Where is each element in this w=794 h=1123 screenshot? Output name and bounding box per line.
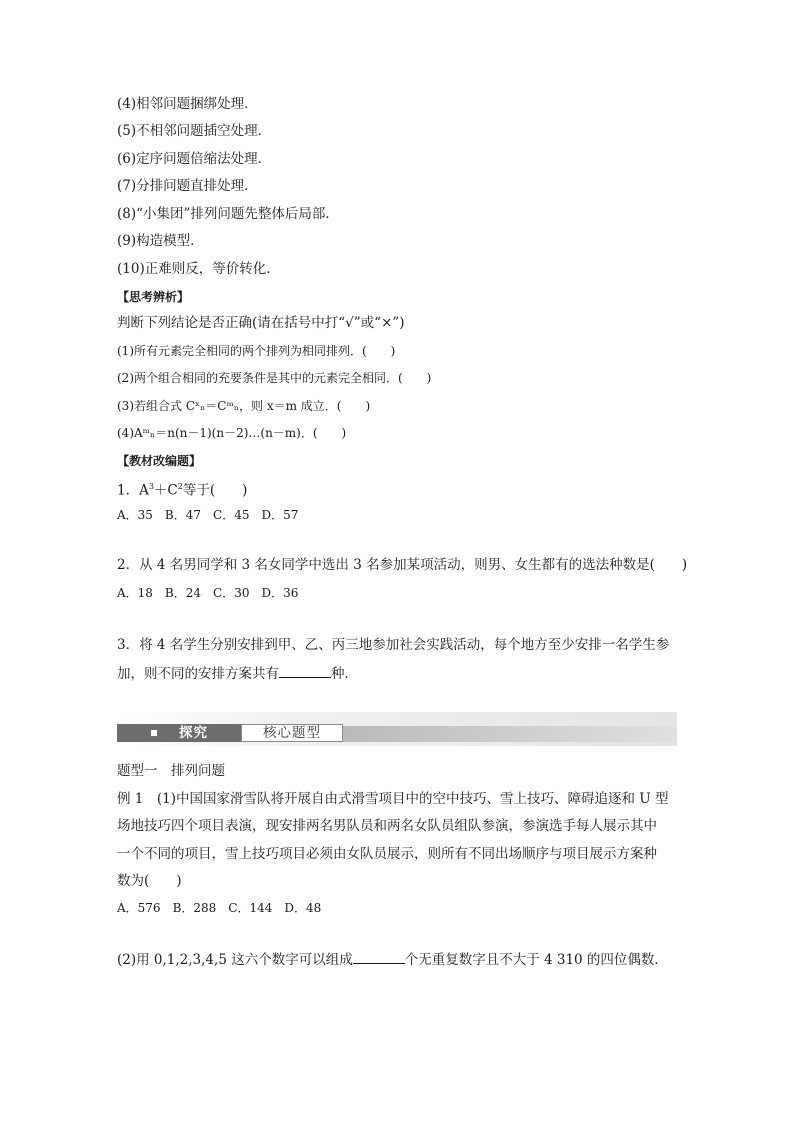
method-item: (10)正难则反，等价转化． <box>117 261 280 277</box>
banner-right-label: 核心题型 <box>241 724 343 742</box>
example-1-line: 场地技巧四个项目表演，现安排两名男队员和两名女队员组队参演，参演选手每人展示其中 <box>117 818 657 834</box>
method-item: (9)构造模型． <box>117 233 204 249</box>
textbook-question-1 <box>117 478 247 500</box>
q3-text: 加，则不同的安排方案共有 <box>117 666 279 682</box>
q1-part: 等于( ) <box>182 482 248 499</box>
square-bullet-icon <box>151 730 157 736</box>
think-item: (2)两个组合相同的充要条件是其中的元素完全相同．( ) <box>117 371 432 385</box>
q1-part: 1．A <box>117 482 149 499</box>
method-item: (8)“小集团”排列问题先整体后局部． <box>117 206 339 222</box>
banner-left-label <box>117 724 241 742</box>
ex2-text: (2)用 0,1,2,3,4,5 这六个数字可以组成 <box>117 952 353 968</box>
example-1-line: 例 1 (1)中国国家滑雪队将开展自由式滑雪项目中的空中技巧、雪上技巧、障碍追逐和 U 型 <box>117 791 669 807</box>
method-item: (4)相邻问题捆绑处理． <box>117 96 258 112</box>
method-item: (7)分排问题直排处理． <box>117 178 258 194</box>
think-item: (3)若组合式 Cˣₙ＝Cᵐₙ，则 x＝m 成立．( ) <box>117 399 371 413</box>
think-heading: 【思考辨析】 <box>117 290 190 304</box>
example-1-line: 数为( ) <box>117 873 182 889</box>
ex2-text: 个无重复数字且不大于 4 310 的四位偶数． <box>404 952 668 968</box>
textbook-question-2: 2．从 4 名男同学和 3 名女同学中选出 3 名参加某项活动，则男、女生都有的选法种数是( ) <box>117 557 688 573</box>
think-item: (4)Aᵐₙ＝n(n－1)(n－2)…(n－m)．( ) <box>117 426 347 440</box>
q1-part: ＋C <box>153 482 178 499</box>
q3-text: 种． <box>331 666 358 682</box>
textbook-heading: 【教材改编题】 <box>117 454 202 468</box>
textbook-question-1-options: A．35 B．47 C．45 D．57 <box>117 508 299 522</box>
example-1-part-2 <box>117 950 668 969</box>
answer-blank <box>353 950 405 964</box>
banner-left-text: 探究 <box>179 725 208 741</box>
q1-superscript: 2 <box>177 482 183 491</box>
think-instruction: 判断下列结论是否正确(请在括号中打“√”或“×”) <box>117 315 405 331</box>
example-1-options: A．576 B．288 C．144 D．48 <box>117 901 322 915</box>
section-banner <box>117 712 677 746</box>
example-1-line: 一个不同的项目，雪上技巧项目必须由女队员展示，则所有不同出场顺序与项目展示方案种 <box>117 846 657 862</box>
textbook-question-2-options: A．18 B．24 C．30 D．36 <box>117 586 299 600</box>
q1-superscript: 3 <box>148 482 154 491</box>
answer-blank <box>279 664 331 678</box>
method-item: (5)不相邻问题插空处理． <box>117 123 272 139</box>
think-item: (1)所有元素完全相同的两个排列为相同排列．( ) <box>117 344 396 358</box>
method-item: (6)定序问题倍缩法处理． <box>117 151 272 167</box>
textbook-question-3-line1: 3．将 4 名学生分别安排到甲、乙、丙三地参加社会实践活动，每个地方至少安排一名学生参 <box>117 637 670 653</box>
topic-title: 题型一 排列问题 <box>117 763 225 779</box>
textbook-question-3-line2 <box>117 664 358 683</box>
